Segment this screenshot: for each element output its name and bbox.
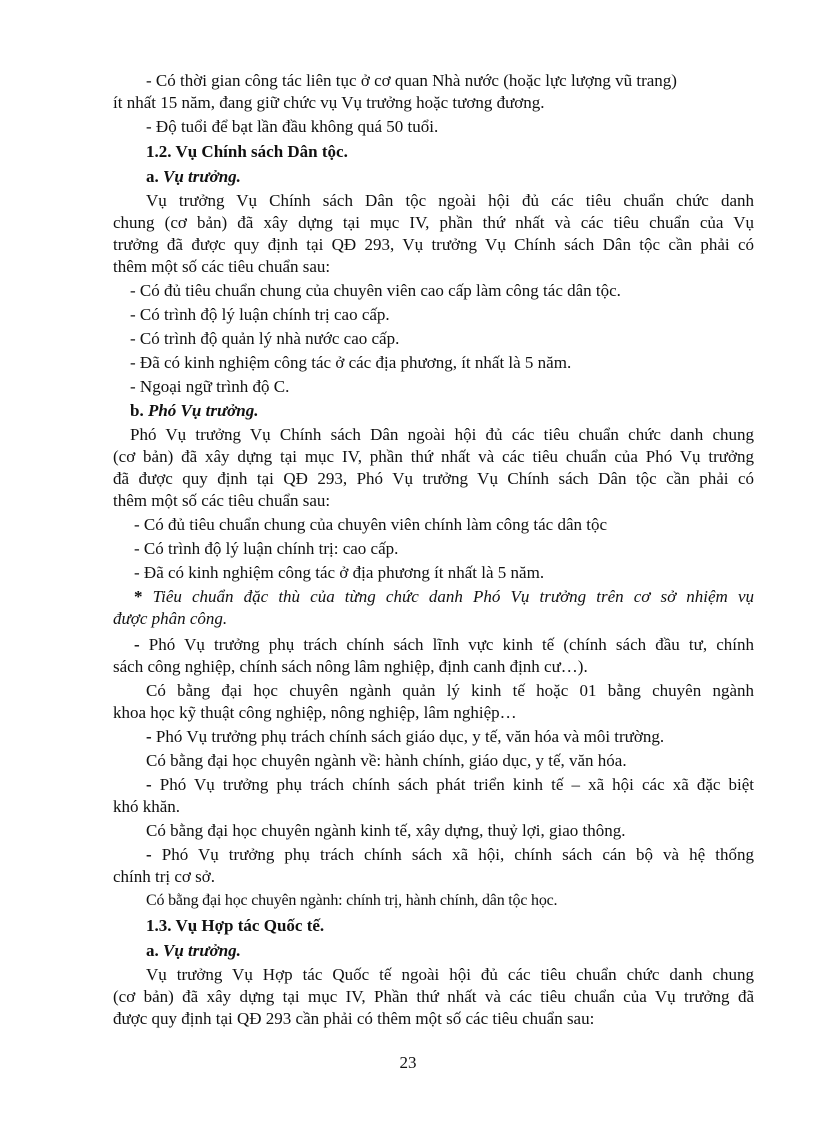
italic-heading: Tiêu chuẩn đặc thù của từng chức danh Phó Vụ trưởng trên cơ sở nhiệm vụ: [152, 587, 754, 606]
text-line: Vụ trưởng Vụ Hợp tác Quốc tế ngoài hội đủ các tiêu chuẩn chức danh chung: [146, 965, 754, 984]
text-line: [146, 726, 664, 748]
list-item: - Có trình độ lý luận chính trị: cao cấp.: [134, 539, 399, 558]
text-line: thêm một số các tiêu chuẩn sau:: [113, 491, 331, 510]
text-line: được phân công.: [113, 609, 228, 628]
text-line: - Có thời gian công tác liên tục ở cơ quan Nhà nước (hoặc lực lượng vũ trang): [146, 71, 677, 90]
text-line: chung (cơ bản) đã xây dựng tại mục IV, phần thứ nhất và các tiêu chuẩn của Vụ: [113, 213, 754, 232]
sub-heading-title: Vụ trưởng.: [163, 941, 241, 960]
item-text: Phó Vụ trưởng phụ trách chính sách xã hội, chính sách cán bộ và hệ thống: [161, 845, 754, 864]
text-line: [146, 774, 754, 796]
text-line: sách công nghiệp, chính sách nông lâm nghiệp, định canh định cư…).: [113, 657, 588, 676]
sub-heading-prefix: a.: [146, 941, 163, 960]
list-item: - Đã có kinh nghiệm công tác ở địa phương ít nhất là 5 năm.: [134, 563, 545, 582]
text-line: [134, 586, 754, 608]
page-number: 23: [399, 1053, 417, 1072]
dash-marker: -: [146, 845, 162, 864]
text-line: đã được quy định tại QĐ 293, Phó Vụ trưởng Vụ Chính sách Dân tộc cần phải có: [113, 469, 754, 488]
dash-marker: -: [146, 727, 156, 746]
text-line: Vụ trưởng Vụ Chính sách Dân tộc ngoài hội đủ các tiêu chuẩn chức danh: [146, 191, 754, 210]
text-line: trưởng đã được quy định tại QĐ 293, Vụ trưởng Vụ Chính sách Dân tộc cần phải có: [113, 235, 754, 254]
text-line: Có bằng đại học chuyên ngành: chính trị, hành chính, dân tộc học.: [146, 892, 558, 909]
item-text: Phó Vụ trưởng phụ trách chính sách giáo dục, y tế, văn hóa và môi trường.: [155, 727, 665, 746]
text-line: được quy định tại QĐ 293 cần phải có thêm một số các tiêu chuẩn sau:: [113, 1009, 595, 1028]
text-line: Phó Vụ trưởng Vụ Chính sách Dân ngoài hội đủ các tiêu chuẩn chức danh chung: [130, 425, 754, 444]
list-item: - Có trình độ lý luận chính trị cao cấp.: [130, 305, 390, 324]
text-line: (cơ bản) đã xây dựng tại mục IV, phần thứ nhất và các tiêu chuẩn của Phó Vụ trưởng: [113, 447, 754, 466]
sub-heading: [130, 400, 258, 422]
section-heading: 1.3. Vụ Hợp tác Quốc tế.: [146, 916, 325, 935]
list-item: - Ngoại ngữ trình độ C.: [130, 377, 290, 396]
section-heading: 1.2. Vụ Chính sách Dân tộc.: [146, 142, 348, 161]
sub-heading: [146, 166, 241, 188]
asterisk-marker: *: [134, 587, 153, 606]
sub-heading-title: Vụ trưởng.: [163, 167, 241, 186]
text-line: Có bằng đại học chuyên ngành quản lý kinh tế hoặc 01 bằng chuyên ngành: [146, 681, 754, 700]
text-line: chính trị cơ sở.: [113, 867, 216, 886]
item-text: Phó Vụ trưởng phụ trách chính sách lĩnh vực kinh tế (chính sách đầu tư, chính: [148, 635, 754, 654]
text-line: Có bằng đại học chuyên ngành kinh tế, xây dựng, thuỷ lợi, giao thông.: [146, 821, 626, 840]
text-line: khó khăn.: [113, 797, 181, 816]
sub-heading-title: Phó Vụ trưởng.: [147, 401, 259, 420]
list-item: - Đã có kinh nghiệm công tác ở các địa phương, ít nhất là 5 năm.: [130, 353, 572, 372]
list-item: - Có đủ tiêu chuẩn chung của chuyên viên cao cấp làm công tác dân tộc.: [130, 281, 621, 300]
text-line: [134, 634, 754, 656]
text-line: - Độ tuổi để bạt lần đầu không quá 50 tuổi.: [146, 117, 439, 136]
dash-marker: -: [134, 635, 149, 654]
sub-heading-prefix: b.: [130, 401, 148, 420]
text-line: thêm một số các tiêu chuẩn sau:: [113, 257, 331, 276]
text-line: (cơ bản) đã xây dựng tại mục IV, Phần thứ nhất và các tiêu chuẩn của Vụ trưởng đã: [113, 987, 754, 1006]
item-text: Phó Vụ trưởng phụ trách chính sách phát triển kinh tế – xã hội các xã đặc biệt: [159, 775, 754, 794]
text-line: khoa học kỹ thuật công nghiệp, nông nghiệp, lâm nghiệp…: [113, 703, 517, 722]
dash-marker: -: [146, 775, 160, 794]
list-item: - Có trình độ quản lý nhà nước cao cấp.: [130, 329, 400, 348]
text-line: [146, 844, 754, 866]
sub-heading-prefix: a.: [146, 167, 163, 186]
text-line: ít nhất 15 năm, đang giữ chức vụ Vụ trưởng hoặc tương đương.: [113, 93, 545, 112]
sub-heading: [146, 940, 241, 962]
list-item: - Có đủ tiêu chuẩn chung của chuyên viên chính làm công tác dân tộc: [134, 515, 608, 534]
text-line: Có bằng đại học chuyên ngành về: hành chính, giáo dục, y tế, văn hóa.: [146, 751, 627, 770]
